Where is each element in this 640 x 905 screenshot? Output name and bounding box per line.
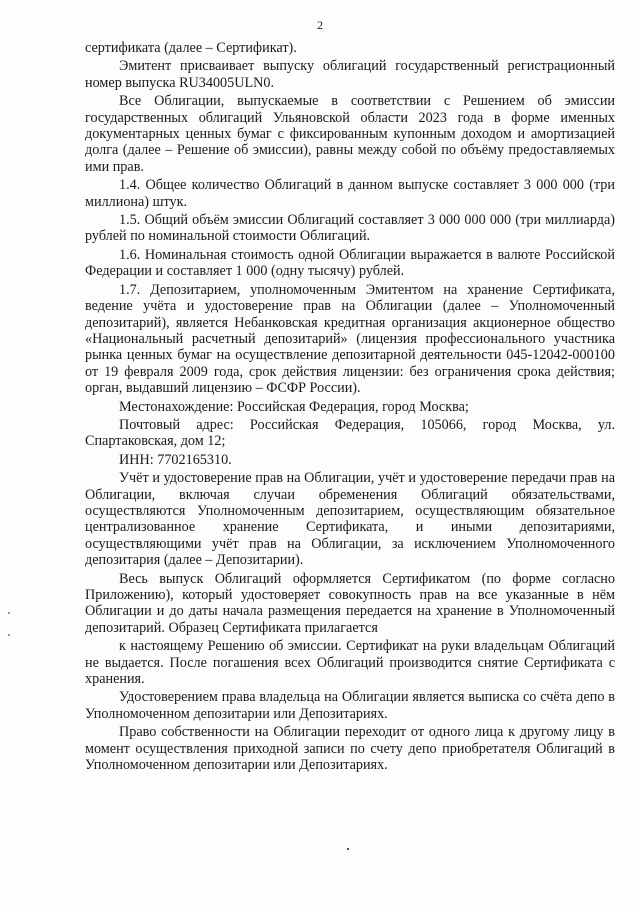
- paragraph-1-7-depositary: 1.7. Депозитарием, уполномоченным Эмитентом на хранение Сертификата, ведение учёта и удостоверение прав на Облигации (далее – Уполномоченный депозитарий), является Небанковская кредитная организация акционерное общество «Национальный расчетный депозитарий» (лицензия профессионального участника рынка ценных бумаг на осуществление депозитарной деятельности 045-12042-000100 от 19 февраля 2009 года, срок действия лицензии: без ограничения срока действия; орган, выдавший лицензию – ФСФР России).: [85, 281, 615, 397]
- paragraph-postal-address: Почтовый адрес: Российская Федерация, 105066, город Москва, ул. Спартаковская, дом 12;: [85, 416, 615, 450]
- paragraph-inn: ИНН: 7702165310.: [119, 451, 232, 468]
- paragraph-certificate-custody: к настоящему Решению об эмиссии. Сертификат на руки владельцам Облигаций не выдается. После погашения всех Облигаций производится снятие Сертификата с хранения.: [85, 638, 615, 688]
- paragraph-location: Местонахождение: Российская Федерация, город Москва;: [119, 398, 469, 415]
- paragraph-certificate-continuation: сертификата (далее – Сертификат).: [85, 40, 297, 56]
- paragraph-1-5-volume: 1.5. Общий объём эмиссии Облигаций составляет 3 000 000 000 (три миллиарда) рублей по номинальной стоимости Облигаций.: [85, 212, 615, 245]
- scan-margin-mark: [8, 634, 10, 636]
- paragraph-depo-statement: Удостоверением права владельца на Облигации является выписка со счёта депо в Уполномоченном депозитарии или Депозитариях.: [85, 689, 615, 722]
- document-body: [85, 40, 615, 775]
- paragraph-1-6-nominal: 1.6. Номинальная стоимость одной Облигации выражается в валюте Российской Федерации и составляет 1 000 (одну тысячу) рублей.: [85, 246, 615, 280]
- page-number: 2: [317, 18, 323, 32]
- paragraph-1-4-quantity: 1.4. Общее количество Облигаций в данном выпуске составляет 3 000 000 (три миллиона) штук.: [85, 177, 615, 210]
- paragraph-accounting-rights: Учёт и удостоверение прав на Облигации, учёт и удостоверение передачи прав на Облигации, включая случаи обременения Облигаций обязательствами, осуществляются Уполномоченным депозитарием, осуществляющим обязательное централизованное хранение Сертификата, и иными депозитариями, осуществляющими учёт прав на Облигации, за исключением Уполномоченного депозитария (далее – Депозитарии).: [85, 470, 615, 569]
- scan-bottom-mark: [347, 848, 349, 850]
- scan-margin-mark: [8, 612, 10, 614]
- paragraph-registration-number: Эмитент присваивает выпуску облигаций государственный регистрационный номер выпуска RU34005ULN0.: [85, 58, 615, 91]
- paragraph-ownership-transfer: Право собственности на Облигации переходит от одного лица к другому лицу в момент осуществления приходной записи по счету депо приобретателя Облигаций в Уполномоченном депозитарии или Депозитариях.: [85, 724, 615, 774]
- paragraph-bonds-equal-rights: Все Облигации, выпускаемые в соответствии с Решением об эмиссии государственных облигаций Ульяновской области 2023 года в форме именных документарных ценных бумаг с фиксированным купонным доходом и амортизацией долга (далее – Решение об эмиссии), равны между собой по объёму предоставляемых ими прав.: [85, 93, 615, 175]
- paragraph-certificate-issue: Весь выпуск Облигаций оформляется Сертификатом (по форме согласно Приложению), который удостоверяет совокупность прав на все указанные в нём Облигации и до даты начала размещения передается на хранение в Уполномоченный депозитарий. Образец Сертификата прилагается: [85, 570, 615, 636]
